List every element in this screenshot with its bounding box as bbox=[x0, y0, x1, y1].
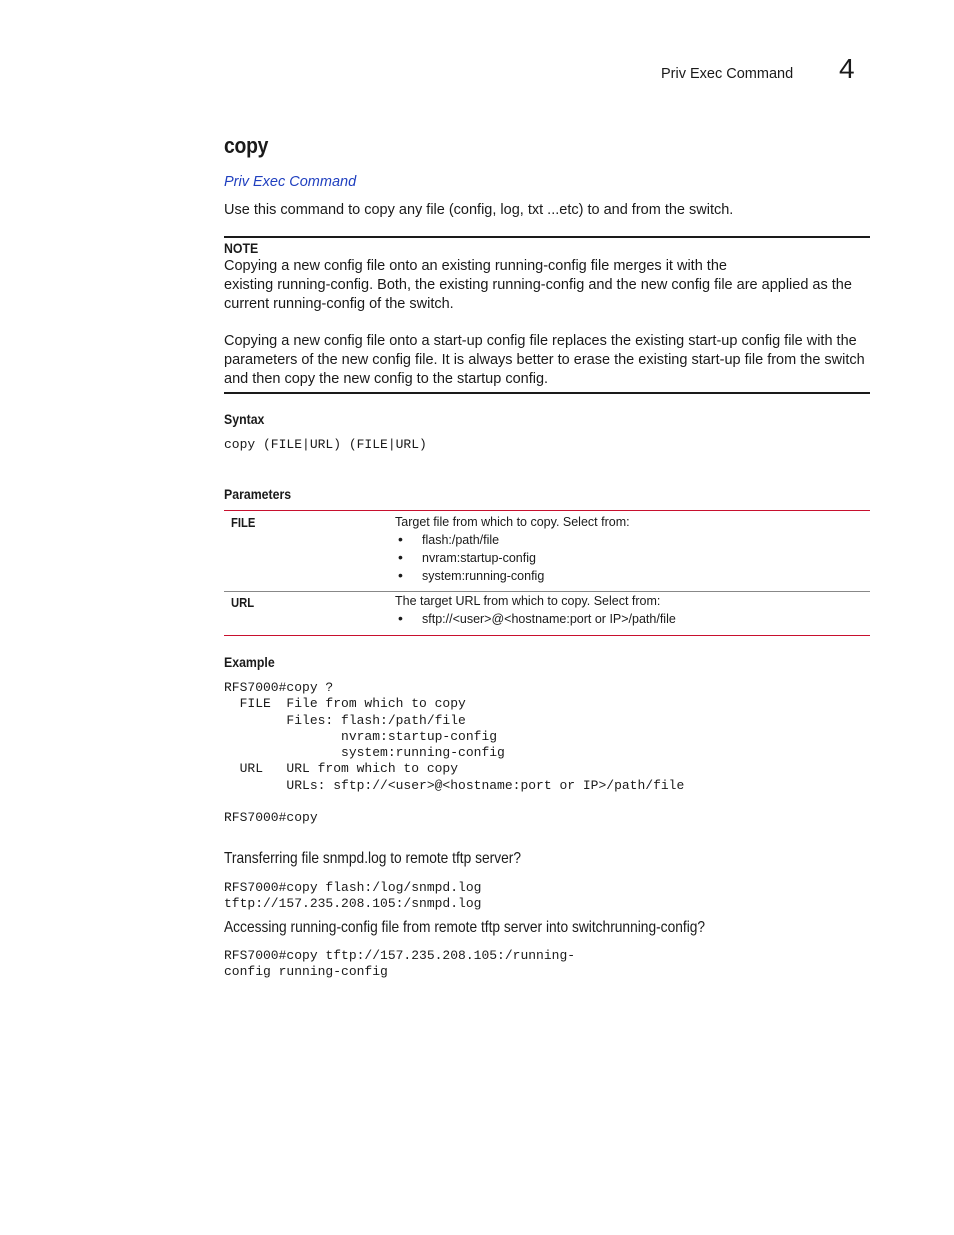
parameters-table-bottom-rule bbox=[224, 635, 870, 636]
note-paragraph-2: Copying a new config file onto a start-up config file replaces the existing start-up config file with the parameters of the new config file. It is always better to erase the existing start-up file from the switch and then copy the new config to the startup config. bbox=[224, 333, 865, 387]
example-code-block-2: RFS7000#copy flash:/log/snmpd.log tftp://157.235.208.105:/snmpd.log bbox=[224, 880, 482, 912]
parameter-option-list bbox=[395, 610, 676, 628]
parameter-description: The target URL from which to copy. Select from: bbox=[395, 594, 661, 608]
parameters-heading: Parameters bbox=[224, 486, 292, 502]
syntax-heading: Syntax bbox=[224, 411, 265, 427]
running-header-title: Priv Exec Command bbox=[661, 66, 794, 82]
parameters-row-divider bbox=[224, 591, 870, 592]
note-paragraph-1-line-1: Copying a new config file onto an existing running-config file merges it with the bbox=[224, 258, 727, 274]
parameter-name: FILE bbox=[231, 516, 256, 530]
list-item: • nvram:startup-config bbox=[395, 549, 544, 567]
note-paragraph-1-rest: existing running-config. Both, the existing running-config and the new config file are applied as the current running-config of the switch. bbox=[224, 277, 852, 312]
note-bottom-rule bbox=[224, 392, 870, 394]
example-question-2: Accessing running-config file from remote tftp server into switchrunning-config? bbox=[224, 919, 706, 936]
note-heading: NOTE bbox=[224, 240, 259, 256]
example-heading: Example bbox=[224, 654, 275, 670]
chapter-number: 4 bbox=[839, 53, 855, 84]
parameter-option-list bbox=[395, 531, 544, 585]
syntax-code: copy (FILE|URL) (FILE|URL) bbox=[224, 437, 427, 452]
parameter-description: Target file from which to copy. Select from: bbox=[395, 515, 630, 529]
command-mode-link[interactable]: Priv Exec Command bbox=[224, 174, 357, 190]
note-paragraph-1 bbox=[224, 257, 872, 314]
parameters-table-top-rule bbox=[224, 510, 870, 511]
note-top-rule bbox=[224, 236, 870, 238]
example-code-block: RFS7000#copy ? FILE File from which to copy Files: flash:/path/file nvram:startup-config system:running-config URL URL from which to copy URLs: sftp://<user>@<hostname:port or IP>/path/file RFS7000#copy bbox=[224, 680, 685, 826]
list-item: • sftp://<user>@<hostname:port or IP>/path/file bbox=[395, 610, 676, 628]
example-code-block-3: RFS7000#copy tftp://157.235.208.105:/running- config running-config bbox=[224, 948, 576, 980]
parameter-name: URL bbox=[231, 596, 255, 610]
list-item: • system:running-config bbox=[395, 567, 544, 585]
intro-text: Use this command to copy any file (config, log, txt ...etc) to and from the switch. bbox=[224, 202, 734, 218]
example-question-1: Transferring file snmpd.log to remote tftp server? bbox=[224, 850, 521, 867]
list-item: • flash:/path/file bbox=[395, 531, 544, 549]
page-title: copy bbox=[224, 133, 269, 158]
